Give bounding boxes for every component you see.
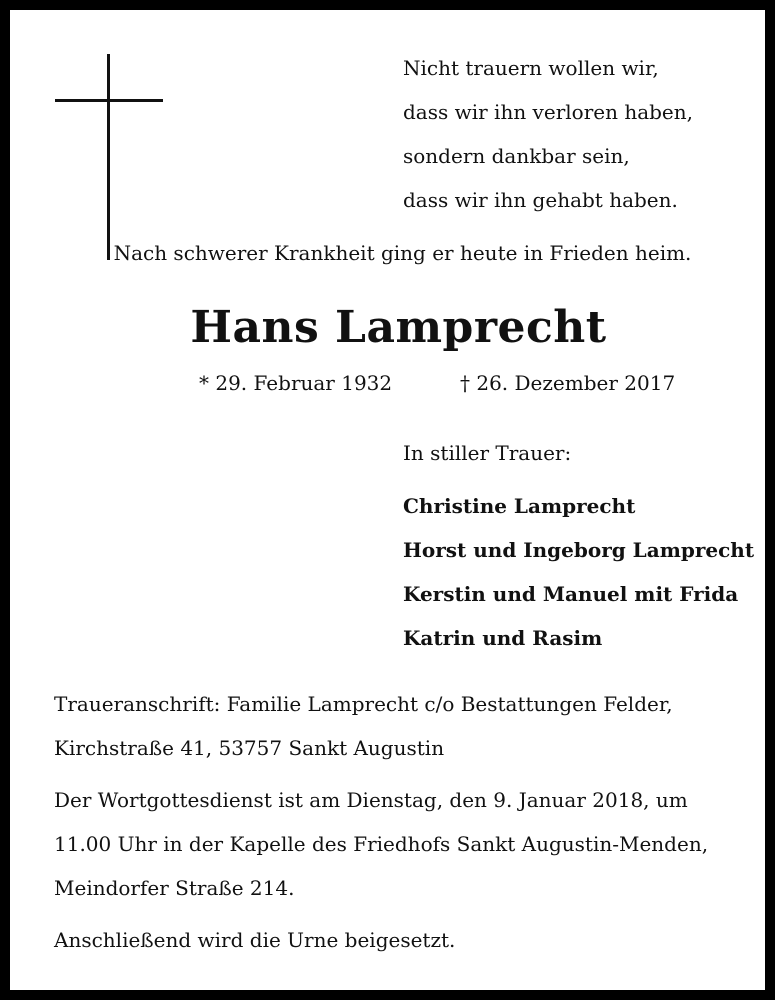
mourner-name: Kerstin und Manuel mit Frida [403,582,739,606]
cross-icon [107,54,110,260]
service-line: Der Wortgottesdienst ist am Dienstag, den 9. Januar 2018, um [54,788,688,812]
mourning-label: In stiller Trauer: [403,441,572,465]
poem-line: sondern dankbar sein, [403,144,630,168]
service-line: Meindorfer Straße 214. [54,876,295,900]
poem-line: dass wir ihn verloren haben, [403,100,694,124]
birth-date: * 29. Februar 1932 [199,371,393,395]
mourner-name: Christine Lamprecht [403,494,636,518]
death-date: † 26. Dezember 2017 [460,371,676,395]
mourner-name: Horst und Ingeborg Lamprecht [403,538,755,562]
mourners-list [403,484,754,660]
service-line: 11.00 Uhr in der Kapelle des Friedhofs Sankt Augustin-Menden, [54,832,709,856]
obituary-notice [10,10,765,990]
poem-line: Nicht trauern wollen wir, [403,56,659,80]
mourner-name: Katrin und Rasim [403,626,603,650]
poem-line: dass wir ihn gehabt haben. [403,188,678,212]
info-block [54,682,754,962]
address-line: Traueranschrift: Familie Lamprecht c/o Bestattungen Felder, [54,692,673,716]
cross-icon-bar [55,99,163,102]
address-line: Kirchstraße 41, 53757 Sankt Augustin [54,736,445,760]
closing-line: Anschließend wird die Urne beigesetzt. [54,928,456,952]
poem [403,46,693,222]
deceased-name: Hans Lamprecht [190,302,607,353]
intro-text: Nach schwerer Krankheit ging er heute in Frieden heim. [113,241,692,265]
